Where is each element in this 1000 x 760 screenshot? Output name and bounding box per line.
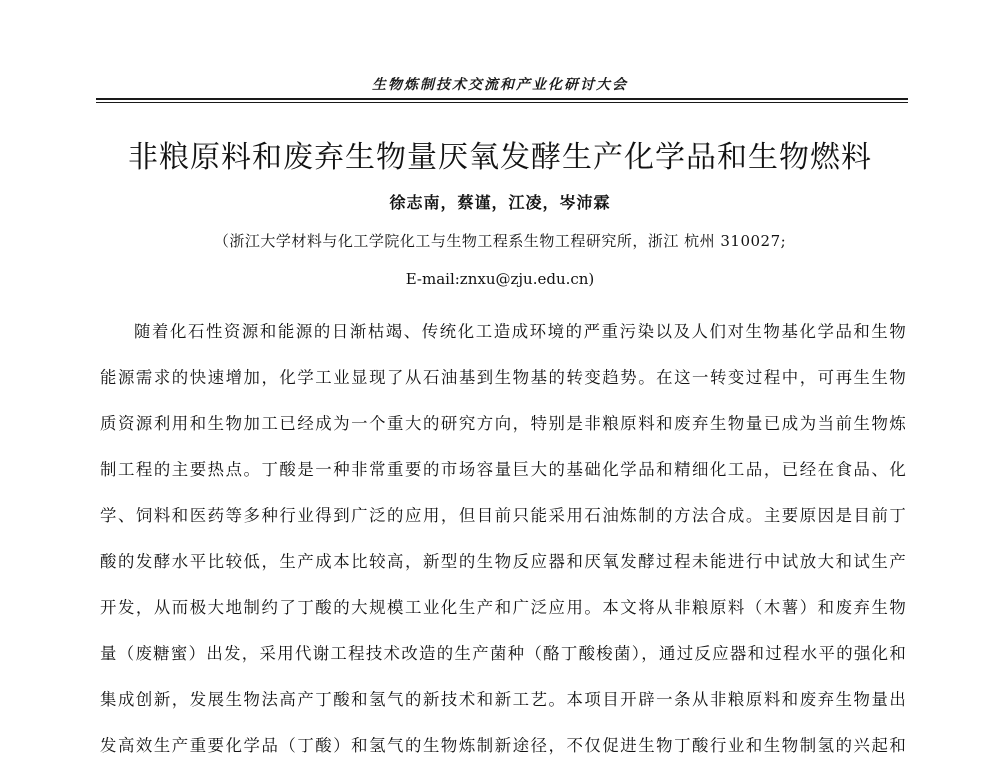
contact-email: E-mail:znxu@zju.edu.cn) — [405, 270, 595, 288]
body-line-1: 随着化石性资源和能源的日渐枯竭、传统化工造成环境的严重污染以及人们对生物基化学品和生物 — [134, 322, 906, 341]
body-line-3: 质资源利用和生物加工已经成为一个重大的研究方向，特别是非粮原料和废弃生物量已成为当前生物炼 — [100, 414, 906, 433]
body-line-2: 能源需求的快速增加，化学工业显现了从石油基到生物基的转变趋势。在这一转变过程中，可再生生物 — [100, 368, 906, 387]
paper-title: 非粮原料和废弃生物量厌氧发酵生产化学品和生物燃料 — [128, 140, 872, 175]
body-line-9: 集成创新，发展生物法高产丁酸和氢气的新技术和新工艺。本项目开辟一条从非粮原料和废弃生物量出 — [100, 690, 906, 709]
body-line-7: 开发，从而极大地制约了丁酸的大规模工业化生产和广泛应用。本文将从非粮原料（木薯）和废弃生物 — [100, 598, 906, 617]
header-rule-thin — [96, 102, 908, 103]
header-rule-thick — [96, 98, 908, 100]
body-line-6: 酸的发酵水平比较低，生产成本比较高，新型的生物反应器和厌氧发酵过程未能进行中试放大和试生产 — [100, 552, 906, 571]
body-line-5: 学、饲料和医药等多种行业得到广泛的应用，但目前只能采用石油炼制的方法合成。主要原因是目前丁 — [100, 506, 906, 525]
affiliation: （浙江大学材料与化工学院化工与生物工程系生物工程研究所，浙江 杭州 310027; — [213, 232, 787, 250]
body-line-8: 量（废糖蜜）出发，采用代谢工程技术改造的生产菌种（酪丁酸梭菌），通过反应器和过程水平的强化和 — [100, 644, 906, 663]
running-header: 生物炼制技术交流和产业化研讨大会 — [372, 77, 628, 93]
body-line-4: 制工程的主要热点。丁酸是一种非常重要的市场容量巨大的基础化学品和精细化工品，已经在食品、化 — [100, 460, 906, 479]
author-list: 徐志南，蔡谨，江凌，岑沛霖 — [389, 193, 611, 212]
body-line-10: 发高效生产重要化学品（丁酸）和氢气的生物炼制新途径，不仅促进生物丁酸行业和生物制氢的兴起和 — [100, 736, 906, 755]
